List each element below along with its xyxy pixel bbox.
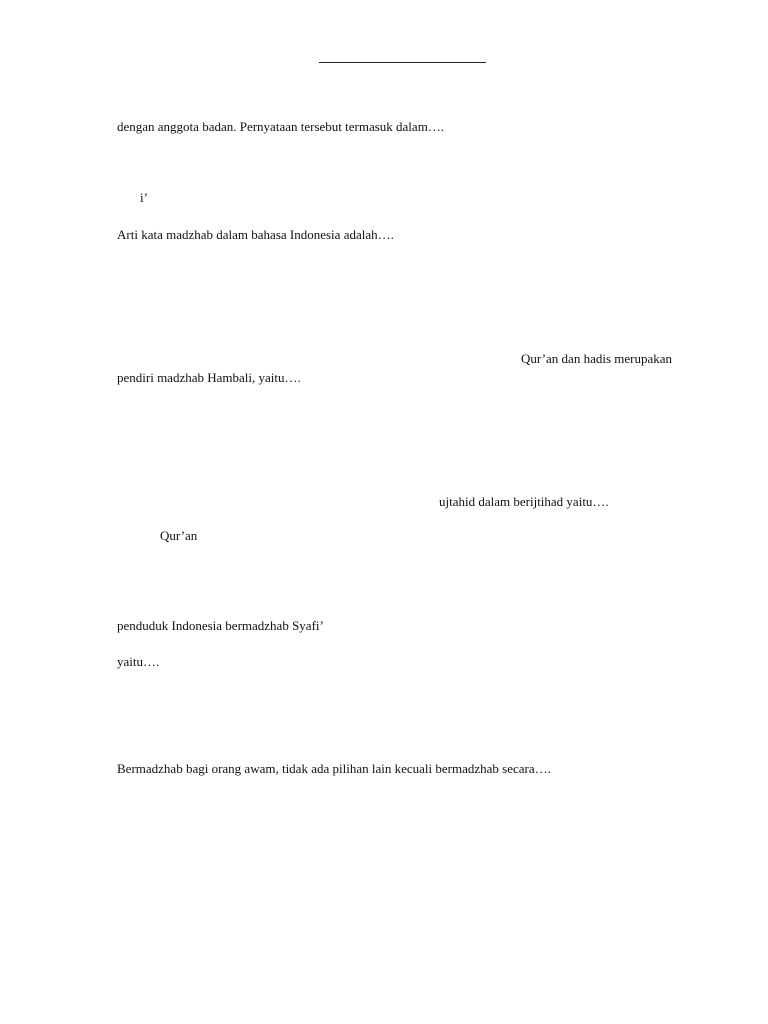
text-line-9: yaitu….	[117, 654, 160, 669]
text-line-3: Arti kata madzhab dalam bahasa Indonesia adalah….	[117, 227, 394, 242]
header-rule	[319, 62, 486, 63]
text-line-6: ujtahid dalam berijtihad yaitu….	[439, 494, 609, 509]
text-line-1: dengan anggota badan. Pernyataan tersebut termasuk dalam….	[117, 119, 445, 134]
text-line-5: pendiri madzhab Hambali, yaitu….	[117, 370, 301, 385]
text-line-10: Bermadzhab bagi orang awam, tidak ada pilihan lain kecuali bermadzhab secara….	[117, 761, 551, 776]
text-line-2: i’	[140, 190, 148, 205]
text-line-8: penduduk Indonesia bermadzhab Syafi’	[117, 618, 324, 633]
text-line-4: Qur’an dan hadis merupakan	[521, 351, 673, 366]
text-line-7: Qur’an	[160, 528, 198, 543]
